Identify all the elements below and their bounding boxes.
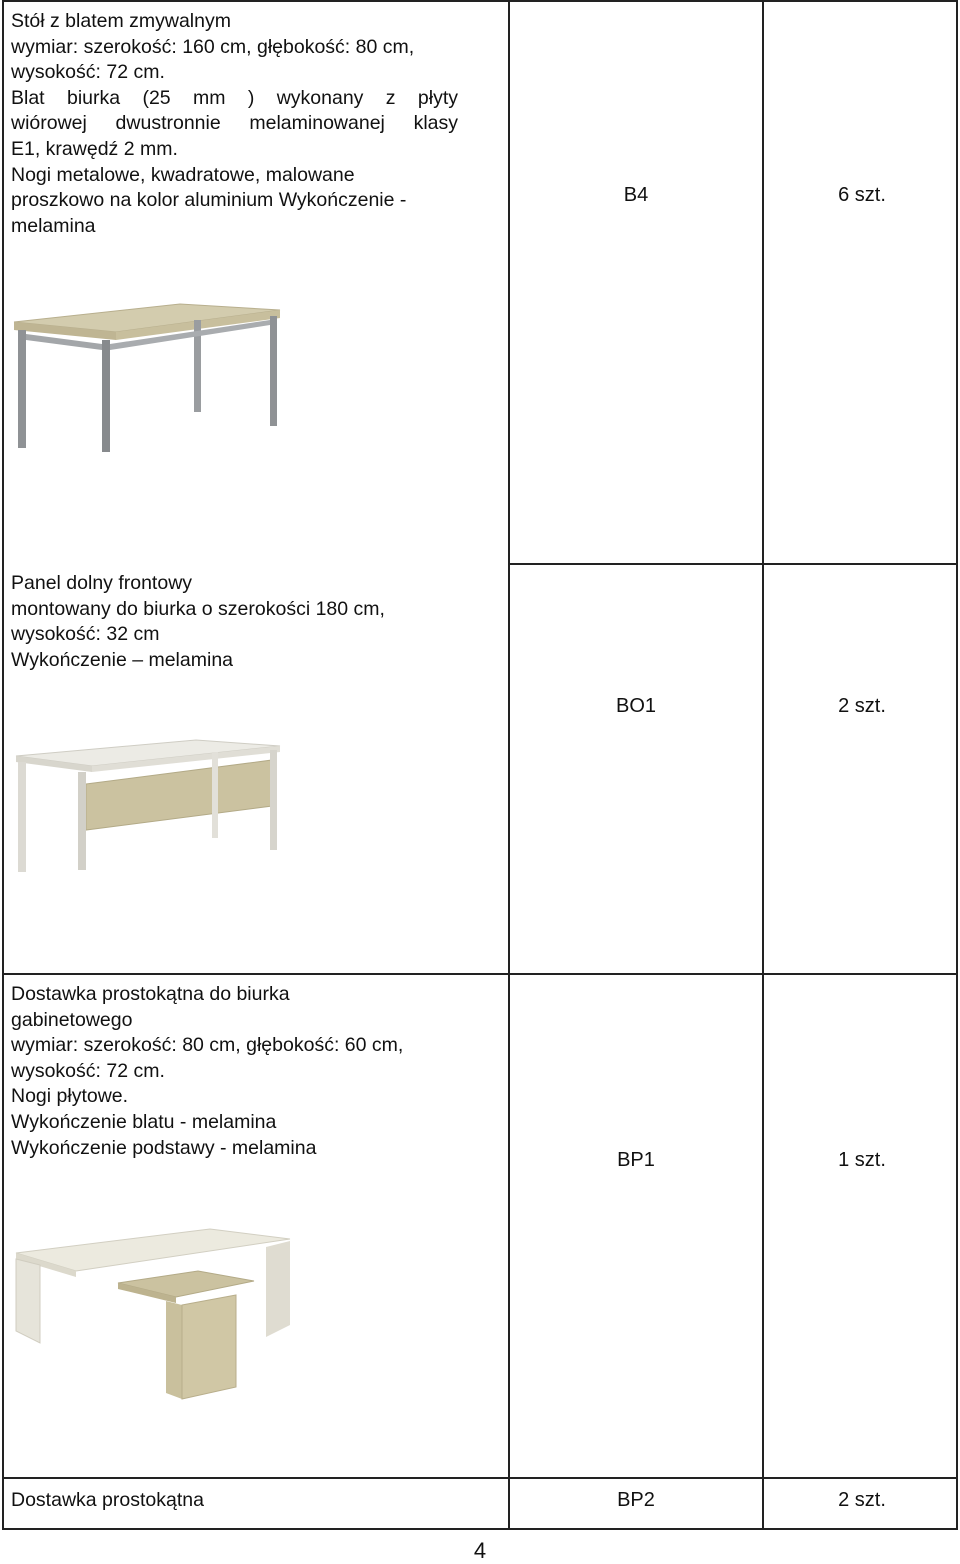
return-panel-leg bbox=[166, 1301, 182, 1399]
main-desk-panel-leg bbox=[16, 1259, 40, 1343]
table-top-border bbox=[2, 0, 958, 2]
product-code: BP2 bbox=[617, 1489, 655, 1511]
desk-leg bbox=[212, 752, 218, 838]
product-quantity: 6 szt. bbox=[838, 184, 886, 206]
desk-leg bbox=[18, 330, 26, 448]
description-line: wysokość: 72 cm. bbox=[11, 61, 165, 84]
table-right-border bbox=[956, 0, 958, 1530]
description-line: gabinetowego bbox=[11, 1008, 133, 1031]
description-line: wymiar: szerokość: 160 cm, głębokość: 80 cm, bbox=[11, 35, 415, 58]
description-line: Wykończenie blatu - melamina bbox=[11, 1110, 277, 1133]
description-line: Dostawka prostokątna bbox=[11, 1489, 204, 1511]
product-quantity: 1 szt. bbox=[838, 1149, 886, 1171]
description-line: Nogi płytowe. bbox=[11, 1085, 129, 1108]
return-panel-leg bbox=[182, 1295, 236, 1399]
main-desk-panel-leg bbox=[266, 1241, 290, 1337]
modesty-panel bbox=[86, 760, 272, 830]
column-divider bbox=[508, 0, 510, 1530]
description-line: proszkowo na kolor aluminium Wykończenie - bbox=[11, 189, 407, 212]
product-code: B4 bbox=[623, 184, 649, 206]
description-bp1 bbox=[11, 982, 458, 1161]
description-b4 bbox=[11, 9, 458, 239]
row-divider bbox=[508, 563, 958, 565]
description-line: Panel dolny frontowy bbox=[11, 572, 193, 594]
product-quantity: 2 szt. bbox=[838, 695, 886, 717]
page-number: 4 bbox=[473, 1538, 487, 1563]
description-line: wysokość: 72 cm. bbox=[11, 1059, 165, 1082]
description-line: Dostawka prostokątna do biurka bbox=[11, 983, 290, 1005]
desk-with-modesty-panel-image bbox=[12, 738, 292, 878]
table-bottom-border bbox=[2, 1528, 958, 1530]
description-line: Wykończenie podstawy - melamina bbox=[11, 1136, 317, 1159]
desk-with-return-extension-image bbox=[10, 1225, 300, 1415]
description-bp2 bbox=[11, 1488, 458, 1514]
description-line: montowany do biurka o szerokości 180 cm, bbox=[11, 597, 385, 620]
table-left-border bbox=[2, 0, 4, 1530]
row-divider bbox=[2, 1477, 958, 1479]
description-bo1 bbox=[11, 571, 458, 673]
description-line: Nogi metalowe, kwadratowe, malowane bbox=[11, 163, 355, 186]
description-line: wiórowej dwustronnie melaminowanej klasy bbox=[11, 112, 458, 135]
metal-leg-desk-image bbox=[8, 300, 298, 460]
desk-leg bbox=[102, 340, 110, 452]
product-code: BO1 bbox=[615, 695, 657, 717]
description-line: wymiar: szerokość: 80 cm, głębokość: 60 cm, bbox=[11, 1034, 404, 1057]
desk-leg bbox=[18, 762, 26, 872]
product-quantity: 2 szt. bbox=[838, 1489, 886, 1511]
description-line: Blat biurka (25 mm ) wykonany z płyty bbox=[11, 86, 458, 109]
product-code: BP1 bbox=[617, 1149, 655, 1171]
description-line: Wykończenie – melamina bbox=[11, 648, 234, 671]
description-line: Stół z blatem zmywalnym bbox=[11, 10, 231, 32]
main-desktop-surface bbox=[16, 1229, 290, 1271]
row-divider bbox=[2, 973, 958, 975]
desk-leg bbox=[270, 750, 277, 850]
desk-leg bbox=[78, 772, 86, 870]
description-line: melamina bbox=[11, 214, 96, 237]
desk-leg bbox=[270, 316, 277, 426]
description-line: wysokość: 32 cm bbox=[11, 623, 160, 646]
column-divider bbox=[762, 0, 764, 1530]
description-line: E1, krawędź 2 mm. bbox=[11, 137, 178, 160]
